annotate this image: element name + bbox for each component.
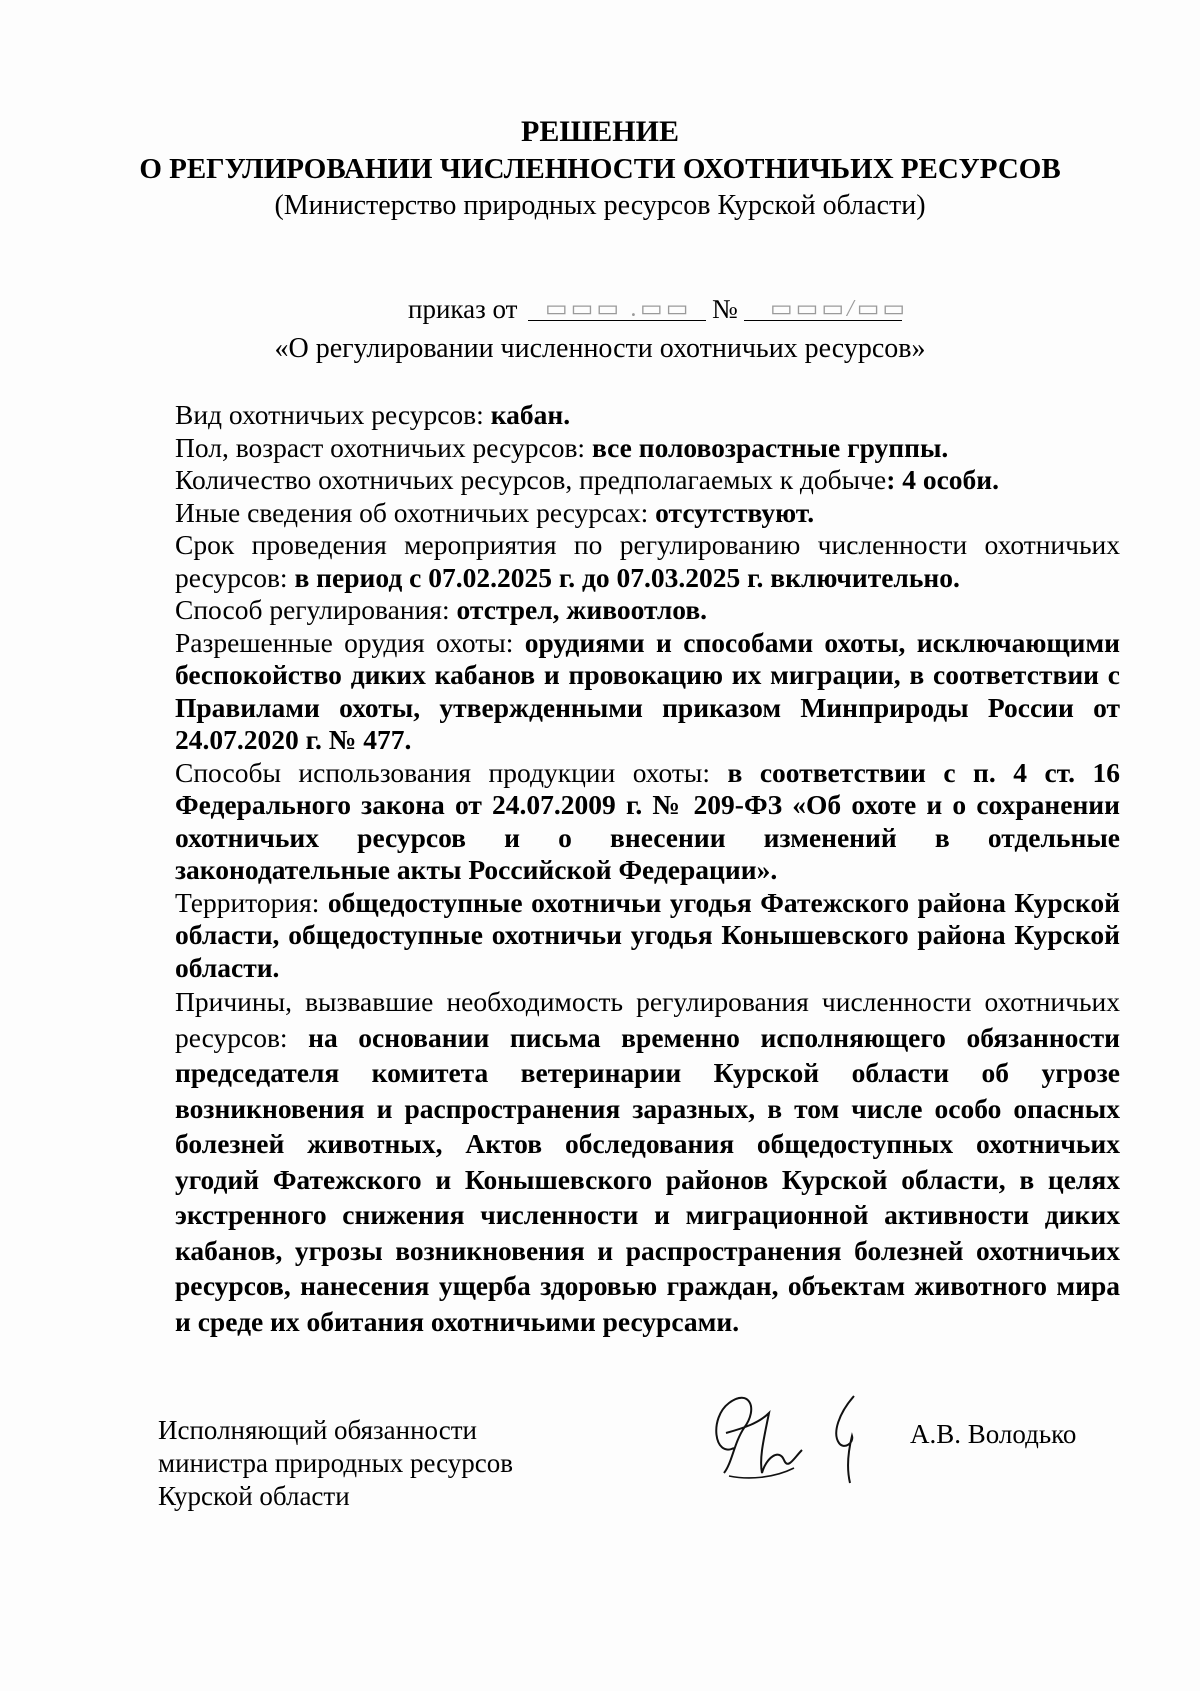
document-subtitle: О РЕГУЛИРОВАНИИ ЧИСЛЕННОСТИ ОХОТНИЧЬИХ РЕСУРСОВ	[139, 153, 1061, 185]
order-number-handwritten: ▭▭▭/▭▭	[770, 296, 909, 322]
handwritten-signature	[704, 1388, 904, 1488]
usage-field	[175, 757, 1120, 887]
period-field	[175, 529, 1120, 594]
signatory-name: А.В. Володько	[910, 1419, 1077, 1449]
document-title: РЕШЕНИЕ	[521, 115, 679, 148]
method-label: Способ регулирования:	[175, 594, 457, 625]
order-number-sign: №	[712, 294, 738, 324]
sex-age-label: Пол, возраст охотничьих ресурсов:	[175, 431, 592, 463]
signatory-position-line-1: Исполняющий обязанности	[158, 1415, 477, 1445]
quantity-label: Количество охотничьих ресурсов, предполагаемых к добыче	[175, 464, 887, 495]
signatory-position	[158, 1414, 513, 1513]
signatory-position-line-3: Курской области	[158, 1481, 350, 1511]
territory-value: общедоступные охотничьи угодья Фатежского района Курской области, общедоступные охотничьи угодья Конышевского района Курской области.	[175, 886, 1121, 983]
territory-field	[175, 887, 1120, 985]
order-date-handwritten: ▭▭▭ .▭▭	[545, 296, 692, 322]
sex-age-field	[175, 432, 1120, 465]
sex-age-value: все половозрастные группы.	[591, 431, 949, 463]
species-label: Вид охотничьих ресурсов:	[175, 399, 491, 430]
quantity-field	[175, 464, 1120, 497]
reasons-field	[175, 984, 1120, 1339]
reasons-value: на основании письма временно исполняющего обязанности председателя комитета ветеринарии Курской области об угрозе возникновения и распространения заразных, в том числе особо опасных болезней животных, Актов обследования общедоступных охотничьих угодий Фатежского и Конышевского районов Курской области, в целях экстренного снижения численности и миграционной активности диких кабанов, угрозы возникновения и распространения болезней охотничьих ресурсов, нанесения ущерба здоровью граждан, объектам животного мира и среде их обитания охотничьими ресурсами.	[175, 1021, 1120, 1337]
tools-value: орудиями и способами охоты, исключающими беспокойство диких кабанов и провокацию их миграции, в соответствии с Правилами охоты, утвержденными приказом Минприроды России от 24.07.2020 г. № 477.	[175, 626, 1120, 755]
usage-label: Способы использования продукции охоты:	[175, 756, 728, 788]
other-info-value: отсутствуют.	[655, 496, 815, 528]
other-info-field	[175, 497, 1120, 530]
tools-field	[175, 627, 1120, 757]
order-prefix: приказ от	[408, 294, 518, 324]
species-field	[175, 399, 1120, 432]
period-label: Срок проведения мероприятия по регулированию численности охотничьих ресурсов:	[175, 529, 1120, 593]
order-line	[0, 294, 1200, 334]
territory-label: Территория:	[175, 886, 328, 918]
order-title: «О регулировании численности охотничьих ресурсов»	[274, 333, 926, 364]
issuing-organization: (Министерство природных ресурсов Курской области)	[274, 190, 926, 221]
period-value: в период с 07.02.2025 г. до 07.03.2025 г. включительно.	[294, 561, 960, 593]
signatory-position-line-2: министра природных ресурсов	[158, 1448, 513, 1478]
method-field	[175, 594, 1120, 627]
method-value: отстрел, живоотлов.	[456, 594, 708, 625]
quantity-value: : 4 особи.	[886, 464, 1000, 495]
other-info-label: Иные сведения об охотничьих ресурсах:	[175, 496, 656, 528]
species-value: кабан.	[490, 399, 571, 430]
reasons-label: Причины, вызвавшие необходимость регулирования численности охотничьих ресурсов:	[175, 986, 1120, 1053]
tools-label: Разрешенные орудия охоты:	[175, 626, 525, 658]
decision-body	[175, 399, 1120, 1339]
usage-value: в соответствии с п. 4 ст. 16 Федерального закона от 24.07.2009 г. № 209-ФЗ «Об охоте и о сохранении охотничьих ресурсов и о внесении изменений в отдельные законодательные акты Российской Федерации».	[175, 756, 1120, 885]
